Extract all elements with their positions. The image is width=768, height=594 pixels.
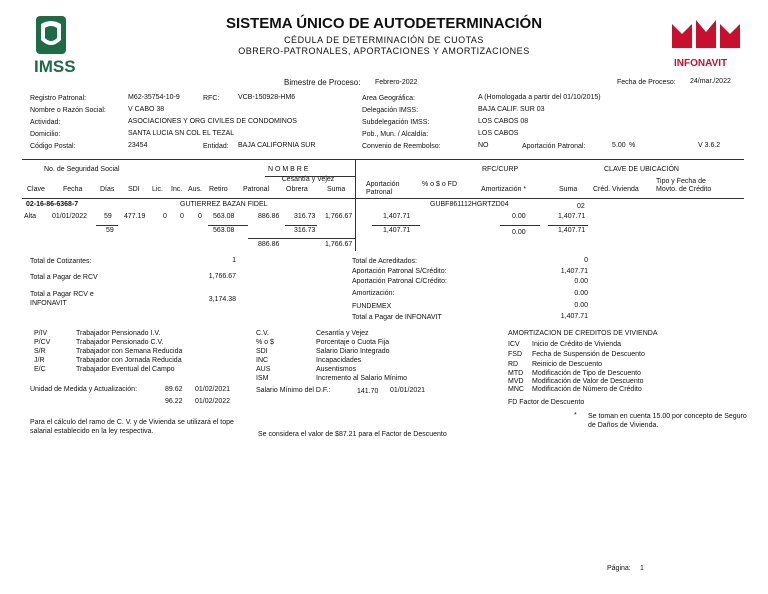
note-seguro-danos: Se toman en cuenta 15.00 por concepto de Seguro de Daños de Vivienda. xyxy=(588,413,747,429)
legend-code: INC xyxy=(256,357,269,364)
subtotal-rule xyxy=(208,225,248,226)
legend-desc: Incremento al Salario Mínimo xyxy=(316,375,408,382)
total-suma: 1,766.67 xyxy=(325,241,353,248)
aportacion-patronal-label: Aportación Patronal: xyxy=(522,143,586,150)
col-credito-vivienda: Créd. Vivienda xyxy=(593,186,639,193)
col-clave: Clave xyxy=(27,186,45,193)
legend-code: FSD xyxy=(508,351,522,358)
subtotal-rule xyxy=(248,238,356,239)
total-infonavit-value: 1,407.71 xyxy=(560,313,588,320)
legend-desc: Modificación de Tipo de Descuento xyxy=(532,370,641,377)
legend-desc: Trabajador Pensionado I.V. xyxy=(76,330,161,337)
col-aportacion-patronal: Aportación Patronal xyxy=(366,181,400,196)
worker-sdi: 477.19 xyxy=(124,213,146,220)
legend-code: E/C xyxy=(34,366,46,373)
col-amortizacion: Amortización * xyxy=(481,186,527,193)
poblacion-value: LOS CABOS xyxy=(478,130,519,137)
worker-nombre: GUTIERREZ BAZAN FIDEL xyxy=(180,201,268,208)
worker-obrera: 316.73 xyxy=(294,213,316,220)
col-tipo-fecha-movto: Tipo y Fecha de Movto. de Crédito xyxy=(656,178,712,193)
rfc-label: RFC: xyxy=(203,95,220,102)
area-value: A (Homologada a partir del 01/10/2015) xyxy=(478,94,601,101)
col-inc: Inc. xyxy=(171,186,183,193)
worker-ubicacion: 02 xyxy=(577,203,585,210)
subdelegacion-label: Subdelegación IMSS: xyxy=(362,119,430,126)
worker-dias: 59 xyxy=(104,213,112,220)
total-retiro: 563.08 xyxy=(213,227,235,234)
total-acreditados-label: Total de Acreditados: xyxy=(352,258,417,265)
total-suma-2: 1,407.71 xyxy=(558,227,586,234)
col-dias: Días xyxy=(100,186,115,193)
total-dias: 59 xyxy=(106,227,114,234)
legend-desc: Incapacidades xyxy=(316,357,362,364)
fecha-proceso-label: Fecha de Proceso: xyxy=(617,79,676,86)
total-rcv-infonavit-value: 3,174.38 xyxy=(208,296,236,303)
legend-desc: Inicio de Crédito de Vivienda xyxy=(532,341,621,348)
worker-fecha: 01/01/2022 xyxy=(52,213,88,220)
smdf-date: 01/01/2021 xyxy=(390,387,426,394)
col-rfccurp: RFC/CURP xyxy=(482,166,519,173)
uma-date: 01/02/2021 xyxy=(195,386,231,393)
bimestre-value: Febrero-2022 xyxy=(375,79,418,86)
col-sdi: SDI xyxy=(128,186,140,193)
delegacion-label: Delegación IMSS: xyxy=(362,107,419,114)
convenio-label: Convenio de Reembolso: xyxy=(362,143,441,150)
col-suma: Suma xyxy=(327,186,346,193)
smdf-value: 141.70 xyxy=(357,388,379,395)
legend-desc: Trabajador con Jornada Reducida xyxy=(76,357,182,364)
total-patronal: 886.86 xyxy=(258,241,280,248)
nombre-value: V CABO 38 xyxy=(128,106,165,113)
subtitle-2: OBRERO-PATRONALES, APORTACIONES Y AMORTIZACIONES xyxy=(238,46,530,56)
uma-label: Unidad de Medida y Actualización: xyxy=(30,386,138,393)
fundemex-value: 0.00 xyxy=(574,302,588,309)
worker-lic: 0 xyxy=(163,213,167,220)
legend-code: J/R xyxy=(34,357,45,364)
subtotal-rule xyxy=(500,225,540,226)
table-header-rule xyxy=(22,198,744,199)
registro-label: Registro Patronal: xyxy=(30,95,87,102)
poblacion-label: Pob., Mun. / Alcaldía: xyxy=(362,131,429,138)
legend-desc: Modificación de Valor de Descuento xyxy=(532,378,644,385)
area-label: Area Geográfica: xyxy=(362,95,415,102)
worker-clave: Alta xyxy=(24,213,37,220)
col-obrera: Obrera xyxy=(286,186,308,193)
legend-desc: Porcentaje o Cuota Fija xyxy=(316,339,390,346)
amortizacion-value: 0.00 xyxy=(574,290,588,297)
amortizacion-label: Amortización: xyxy=(352,290,395,297)
cp-value: 23454 xyxy=(128,142,148,149)
page-number: 1 xyxy=(640,565,644,572)
legend-code: C.V. xyxy=(256,330,269,337)
legend-code: % o $ xyxy=(256,339,274,346)
worker-suma: 1,766.67 xyxy=(325,213,353,220)
factor-descuento-label: FD Factor de Descuento xyxy=(508,399,585,406)
worker-aus: 0 xyxy=(198,213,202,220)
legend-code: P/IV xyxy=(34,330,48,337)
uma-value: 89.62 xyxy=(165,386,183,393)
subtotal-rule xyxy=(96,225,118,226)
legend-code: AUS xyxy=(256,366,271,373)
legend-code: P/CV xyxy=(34,339,51,346)
legend-code: MNC xyxy=(508,386,524,393)
worker-amortizacion: 0.00 xyxy=(512,213,526,220)
col-patronal: Patronal xyxy=(243,186,270,193)
col-aus: Aus. xyxy=(188,186,203,193)
col-lic: Lic. xyxy=(152,186,163,193)
total-acreditados-value: 0 xyxy=(584,257,588,264)
version-label: V 3.6.2 xyxy=(698,142,721,149)
col-cesantia-vejez: Cesantía y Vejez xyxy=(281,176,335,183)
fundemex-label: FUNDEMEX xyxy=(352,303,392,310)
legend-desc: Trabajador con Semana Reducida xyxy=(76,348,183,355)
worker-nss: 02-16-86-6368-7 xyxy=(26,201,79,208)
smdf-label: Salario Mínimo del D.F.: xyxy=(256,387,331,394)
actividad-label: Actividad: xyxy=(30,119,61,126)
legend-desc: Cesantía y Vejez xyxy=(316,330,369,337)
note-asterisk: * xyxy=(574,412,577,419)
entidad-value: BAJA CALIFORNIA SUR xyxy=(238,142,316,149)
worker-retiro: 563.08 xyxy=(213,213,235,220)
total-rcv-label: Total a Pagar de RCV xyxy=(30,274,98,281)
note-tope-salarial: Para el cálculo del ramo de C. V. y de Vivienda se utilizará el tope salarial establecido en la ley respectiva. xyxy=(30,419,234,435)
worker-curp: GUBF861112HGRTZD04 xyxy=(430,201,509,208)
total-infonavit-label: Total a Pagar de INFONAVIT xyxy=(352,314,442,321)
legend-code: RD xyxy=(508,361,519,368)
delegacion-value: BAJA CALIF. SUR 03 xyxy=(478,106,545,113)
fecha-proceso-value: 24/mar./2022 xyxy=(690,78,731,85)
table-top-rule xyxy=(22,159,744,160)
legend-code: S/R xyxy=(34,348,46,355)
total-aportacion: 1,407.71 xyxy=(383,227,411,234)
page-label: Página: xyxy=(607,565,631,572)
domicilio-label: Domicilio: xyxy=(30,131,61,138)
legend-code: MVD xyxy=(508,378,524,385)
aportacion-ccredito-label: Aportación Patronal C/Crédito: xyxy=(352,278,447,285)
total-rcv-value: 1,766.67 xyxy=(208,273,236,280)
cp-label: Código Postal: xyxy=(30,143,76,150)
convenio-value: NO xyxy=(478,142,489,149)
total-rcv-infonavit-label: Total a Pagar RCV e INFONAVIT xyxy=(30,291,94,307)
col-fecha: Fecha xyxy=(63,186,83,193)
aportacion-scredito-value: 1,407.71 xyxy=(560,268,588,275)
legend-desc: Salario Diario Integrado xyxy=(316,348,390,355)
page-title: SISTEMA ÚNICO DE AUTODETERMINACIÓN xyxy=(225,15,543,32)
entidad-label: Entidad: xyxy=(203,143,229,150)
col-porcentaje-fd: % o $ o FD xyxy=(422,181,458,188)
col-nss: No. de Seguridad Social xyxy=(44,166,120,173)
nombre-label: Nombre o Razón Social: xyxy=(30,107,106,114)
legend-desc: Ausentismos xyxy=(316,366,357,373)
legend-code: ICV xyxy=(508,341,520,348)
worker-aportacion: 1,407.71 xyxy=(383,213,411,220)
infonavit-logo-text: INFONAVIT xyxy=(674,58,728,69)
col-nombre: N O M B R E xyxy=(268,166,309,173)
total-cotizantes-value: 1 xyxy=(232,257,236,264)
worker-patronal: 886.86 xyxy=(258,213,280,220)
subdelegacion-value: LOS CABOS 08 xyxy=(478,118,529,125)
bimestre-label: Bimestre de Proceso: xyxy=(284,78,361,87)
legend-desc: Reinicio de Descuento xyxy=(532,361,603,368)
subtotal-rule xyxy=(285,225,317,226)
aportacion-patronal-value: 5.00 xyxy=(612,142,626,149)
col-retiro: Retiro xyxy=(209,186,228,193)
legend-desc: Trabajador Eventual del Campo xyxy=(76,366,175,373)
uma-value: 96.22 xyxy=(165,398,183,405)
aportacion-patronal-unit: % xyxy=(629,142,636,149)
worker-suma-2: 1,407.71 xyxy=(558,213,586,220)
legend-code: MTD xyxy=(508,370,524,377)
total-obrera: 316.73 xyxy=(294,227,316,234)
subtotal-rule xyxy=(548,225,588,226)
col-suma-2: Suma xyxy=(559,186,578,193)
worker-inc: 0 xyxy=(180,213,184,220)
amortizacion-legend-title: AMORTIZACION DE CREDITOS DE VIVIENDA xyxy=(508,330,658,337)
actividad-value: ASOCIACIONES Y ORG CIVILES DE CONDOMINOS xyxy=(128,118,297,125)
subtotal-rule xyxy=(372,225,420,226)
note-factor-descuento: Se considera el valor de $87.21 para el Factor de Descuento xyxy=(258,431,447,438)
rfc-value: VCB-150928-HM6 xyxy=(238,94,296,101)
imss-logo-text: IMSS xyxy=(34,57,76,76)
registro-value: M62-35754-10-9 xyxy=(128,94,180,101)
aportacion-scredito-label: Aportación Patronal S/Crédito: xyxy=(352,268,447,275)
col-clave-ubicacion: CLAVE DE UBICACIÓN xyxy=(604,166,679,173)
subtitle-1: CÉDULA DE DETERMINACIÓN DE CUOTAS xyxy=(284,35,484,45)
domicilio-value: SANTA LUCIA SN COL EL TEZAL xyxy=(128,130,235,137)
legend-desc: Fecha de Suspensión de Descuento xyxy=(532,351,645,358)
legend-code: SDI xyxy=(256,348,268,355)
uma-date: 01/02/2022 xyxy=(195,398,231,405)
legend-desc: Trabajador Pensionado C.V. xyxy=(76,339,164,346)
legend-desc: Modificación de Número de Crédito xyxy=(532,386,642,393)
legend-code: ISM xyxy=(256,375,269,382)
aportacion-ccredito-value: 0.00 xyxy=(574,278,588,285)
total-cotizantes-label: Total de Cotizantes: xyxy=(30,258,92,265)
total-amortizacion: 0.00 xyxy=(512,229,526,236)
